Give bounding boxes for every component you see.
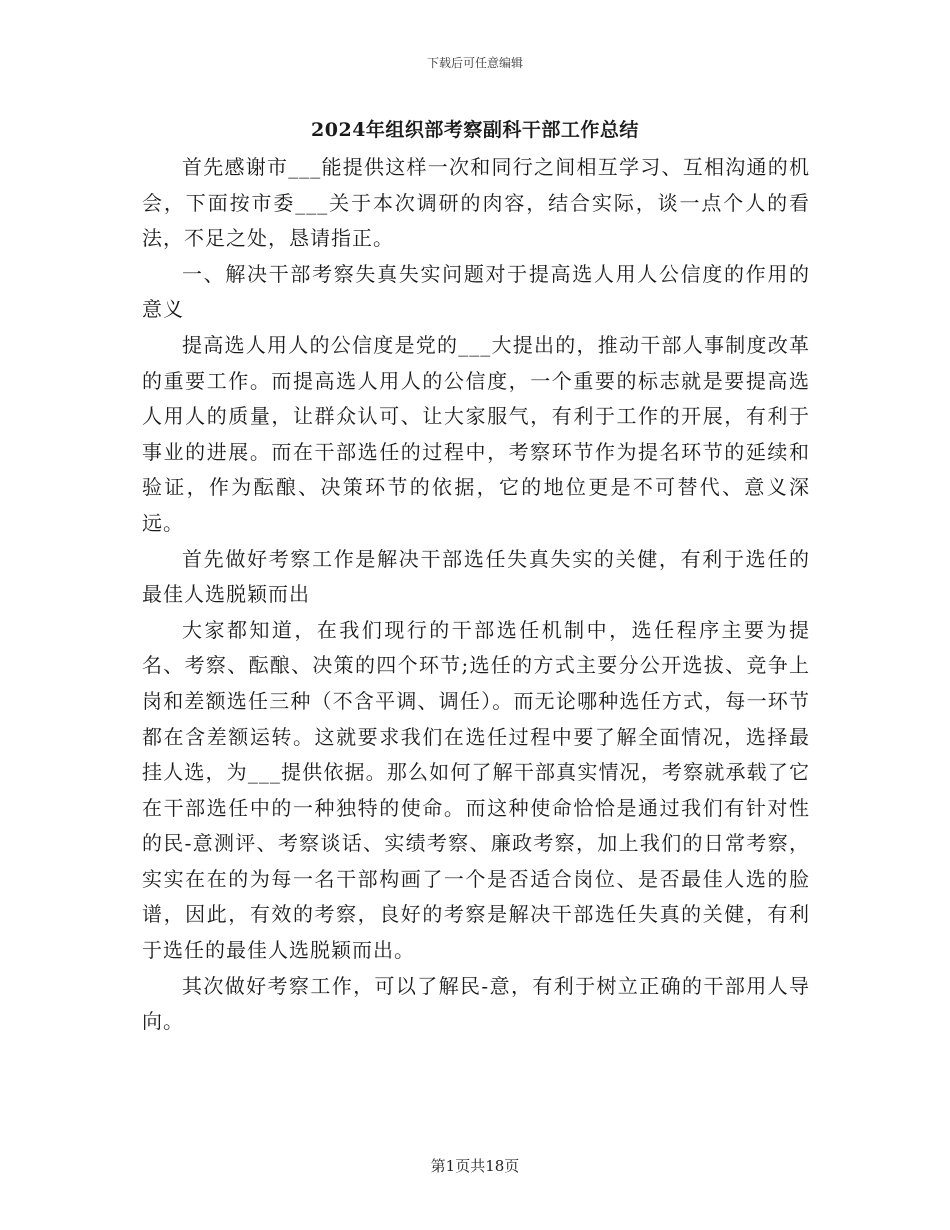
paragraph-credibility: 提高选人用人的公信度是党的___大提出的，推动干部人事制度改革的重要工作。而提高选人用人的公信度，一个重要的标志就是要提高选人用人的质量，让群众认可、让大家服气，有利于工作的开展，有利于事业的进展。而在干部选任的过程中，考察环节作为提名环节的延续和验证，作为酝酿、决策环节的依据，它的地位更是不可替代、意义深远。: [142, 332, 810, 535]
page-number: 第1页共18页: [430, 1157, 520, 1175]
header-note: 下载后可任意编辑: [426, 56, 523, 70]
document-title: 2024年组织部考察副科干部工作总结: [311, 119, 639, 141]
paragraph-intro: 首先感谢市___能提供这样一次和同行之间相互学习、互相沟通的机会，下面按市委___关于本次调研的肉容，结合实际，谈一点个人的看法，不足之处，恳请指正。: [142, 155, 810, 251]
paragraph-section-heading: 一、解决干部考察失真失实问题对于提高选人用人公信度的作用的意义: [142, 261, 810, 322]
paragraph-selection-mechanism: 大家都知道，在我们现行的干部选任机制中，选任程序主要为提名、考察、酝酿、决策的四个环节;选任的方式主要分公开选拔、竞争上岗和差额选任三种（不含平调、调任）。而无论哪种选任方式，每一环节都在含差额运转。这就要求我们在选任过程中要了解全面情况，选择最挂人选，为___提供依据。那么如何了解干部真实情况，考察就承载了它在干部选任中的一种独特的使命。而这种使命恰恰是通过我们有针对性的民-意测评、考察谈话、实绩考察、廉政考察，加上我们的日常考察，实实在在的为每一名干部构画了一个是否适合岗位、是否最佳人选的脸谱，因此，有效的考察，良好的考察是解决干部选任失真的关健，有利于选任的最佳人选脱颖而出。: [142, 617, 810, 963]
paragraph-second-point: 其次做好考察工作，可以了解民-意，有利于树立正确的干部用人导向。: [142, 973, 810, 1034]
document-body: [142, 150, 810, 1040]
paragraph-first-point: 首先做好考察工作是解决干部选任失真失实的关健，有利于选任的最佳人选脱颖而出: [142, 546, 810, 607]
